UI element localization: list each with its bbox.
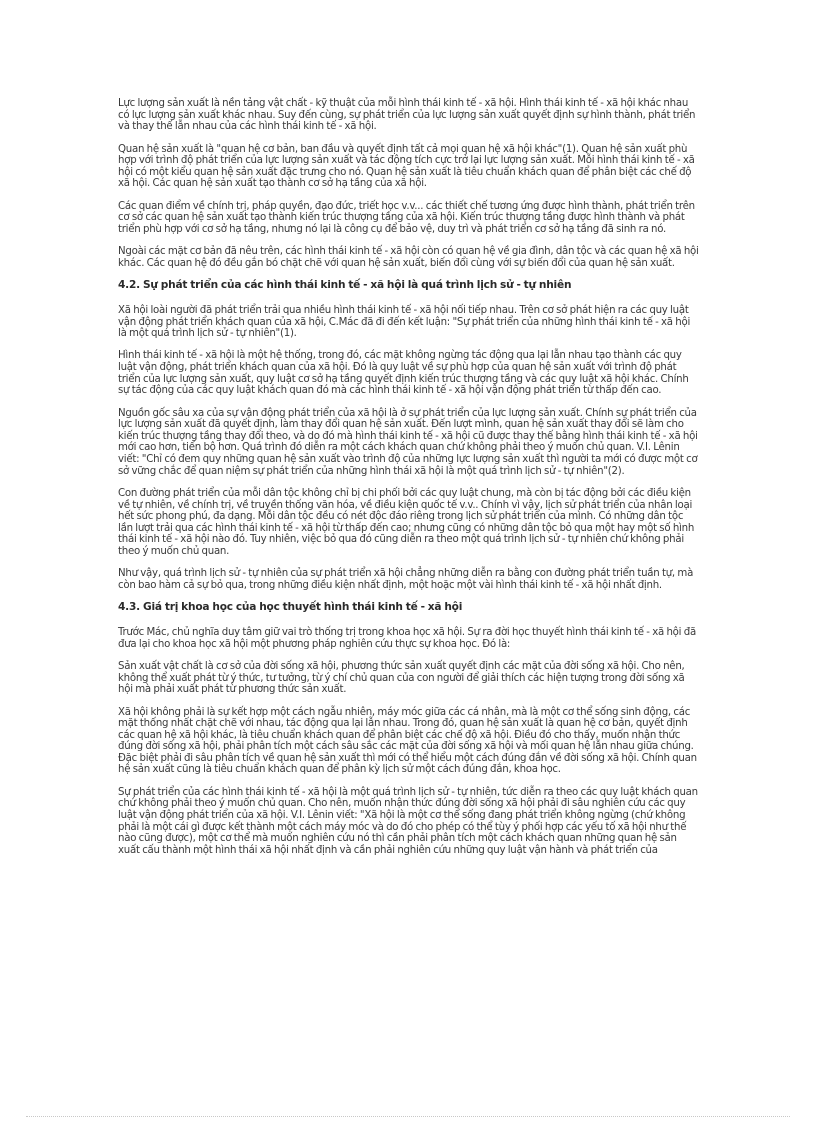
section-heading-4-3: 4.3. Giá trị khoa học của học thuyết hình thái kinh tế - xã hội [118,601,463,614]
paragraph-before-marx: Trước Mác, chủ nghĩa duy tâm giữ vai trò thống trị trong khoa học xã hội. Sự ra đời học thuyết hình thái kinh tế - xã hội đã đưa lại cho khoa học xã hội một phương pháp nghiên cứu thực sự khoa học. Đó là: [118,626,696,650]
section-heading-4-2: 4.2. Sự phát triển của các hình thái kinh tế - xã hội là quá trình lịch sử - tự nhiên [118,279,572,292]
paragraph-productive-forces: Lực lượng sản xuất là nền tảng vật chất - kỹ thuật của mỗi hình thái kinh tế - xã hội. Hình thái kinh tế - xã hội khác nhau có lực lượng sản xuất khác nhau. Suy đến cùng, sự phát triển của lực lượng sản xuất quyết định sự hình thành, phát triển và thay thế lẫn nhau của các hình thái kinh tế - xã hội. [118,98,696,133]
paragraph-system-of-laws: Hình thái kinh tế - xã hội là một hệ thống, trong đó, các mặt không ngừng tác động qua lại lẫn nhau tạo thành các quy luật vận động, phát triển khách quan của xã hội. Đó là quy luật về sự phù hợp của quan hệ sản xuất với trình độ phát triển của lực lượng sản xuất, quy luật cơ sở hạ tầng quyết định kiến trúc thượng tầng và các quy luật xã hội khác. Chính sự tác động của các quy luật khách quan đó mà các hình thái kinh tế - xã hội vận động phát triển từ thấp đến cao. [118,350,689,397]
document-body [118,98,700,867]
paragraph-superstructure: Các quan điểm về chính trị, pháp quyền, đạo đức, triết học v.v... các thiết chế tương ứng được hình thành, phát triển trên cơ sở các quan hệ sản xuất tạo thành kiến trúc thượng tầng của xã hội. Kiến trúc thượng tầng được hình thành và phát triển phù hợp với cơ sở hạ tầng, nhưng nó lại là công cụ để bảo vệ, duy trì và phát triển cơ sở hạ tầng đã sinh ra nó. [118,200,695,235]
paragraph-marx-conclusion: Xã hội loài người đã phát triển trải qua nhiều hình thái kinh tế - xã hội nối tiếp nhau. Trên cơ sở phát hiện ra các quy luật vận động phát triển khách quan của xã hội, C.Mác đã đi đến kết luận: "Sự phát triển của những hình thái kinh tế - xã hội là một quá trình lịch sử - tự nhiên"(1). [118,304,691,340]
paragraph-national-paths: Con đường phát triển của mỗi dân tộc không chỉ bị chi phối bởi các quy luật chung, mà còn bị tác động bởi các điều kiện về tự nhiên, về chính trị, về truyền thống văn hóa, về điều kiện quốc tế v.v.. Chính vì vậy, lịch sử phát triển của nhân loại hết sức phong phú, đa dạng. Mỗi dân tộc đều có nét độc đáo riêng trong lịch sử phát triển của mình. Có những dân tộc lần lượt trải qua các hình thái kinh tế - xã hội từ thấp đến cao; nhưng cũng có những dân tộc bỏ qua một hay một số hình thái kinh tế - xã hội nào đó. Tuy nhiên, việc bỏ qua đó cũng diễn ra theo một quá trình lịch sử - tự nhiên chứ không phải theo ý muốn chủ quan. [118,488,695,557]
paragraph-natural-history: Sự phát triển của các hình thái kinh tế - xã hội là một quá trình lịch sử - tự nhiên, tức diễn ra theo các quy luật khách quan chứ không phải theo ý muốn chủ quan. Cho nên, muốn nhận thức đúng đời sống xã hội phải đi sâu nghiên cứu các quy luật vận động phát triển của xã hội. V.I. Lênin viết: "Xã hội là một cơ thể sống đang phát triển không ngừng (chứ không phải là một cái gì được kết thành một cách máy móc và do đó cho phép có thể tùy ý phối hợp các yếu tố xã hội như thế nào cũng được), một cơ thể mà muốn nghiên cứu nó thì cần phải phân tích một cách khách quan những quan hệ sản xuất cấu thành một hình thái xã hội nhất định và cần phải nghiên cứu những quy luật vận hành và phát triển của [118,786,698,856]
paragraph-living-organism: Xã hội không phải là sự kết hợp một cách ngẫu nhiên, máy móc giữa các cá nhân, mà là một cơ thể sống sinh động, các mặt thống nhất chặt chẽ với nhau, tác động qua lại lẫn nhau. Trong đó, quan hệ sản xuất là quan hệ cơ bản, quyết định các quan hệ xã hội khác, là tiêu chuẩn khách quan để phân biệt các chế độ xã hội. Điều đó cho thấy, muốn nhận thức đúng đời sống xã hội, phải phân tích một cách sâu sắc các mặt của đời sống xã hội và mối quan hệ lẫn nhau giữa chúng. Đặc biệt phải đi sâu phân tích về quan hệ sản xuất thì mới có thể hiểu một cách đúng đắn về đời sống xã hội. Chính quan hệ sản xuất cũng là tiêu chuẩn khách quan để phân kỳ lịch sử một cách đúng đắn, khoa học. [118,706,697,776]
page-bottom-divider [26,1116,790,1117]
paragraph-other-relations: Ngoài các mặt cơ bản đã nêu trên, các hình thái kinh tế - xã hội còn có quan hệ về gia đình, dân tộc và các quan hệ xã hội khác. Các quan hệ đó đều gắn bó chặt chẽ với quan hệ sản xuất, biến đổi cùng với sự biến đổi của quan hệ sản xuất. [118,246,699,269]
paragraph-material-production: Sản xuất vật chất là cơ sở của đời sống xã hội, phương thức sản xuất quyết định các mặt của đời sống xã hội. Cho nên, không thể xuất phát từ ý thức, tư tưởng, từ ý chí chủ quan của con người để giải thích các hiện tượng trong đời sống xã hội mà phải xuất phát từ phương thức sản xuất. [118,660,685,696]
paragraph-deep-origin: Nguồn gốc sâu xa của sự vận động phát triển của xã hội là ở sự phát triển của lực lượng sản xuất. Chính sự phát triển của lực lượng sản xuất đã quyết định, làm thay đổi quan hệ sản xuất. Đến lượt mình, quan hệ sản xuất thay đổi sẽ làm cho kiến trúc thượng tầng thay đổi theo, và do đó mà hình thái kinh tế - xã hội cũ được thay thế bằng hình thái kinh tế - xã hội mới cao hơn, tiến bộ hơn. Quá trình đó diễn ra một cách khách quan chứ không phải theo ý muốn chủ quan. V.I. Lênin viết: "Chỉ có đem quy những quan hệ sản xuất vào trình độ của những lực lượng sản xuất thì người ta mới có được một cơ sở vững chắc để quan niệm sự phát triển của những hình thái xã hội là một quá trình lịch sử - tự nhiên"(2). [118,407,698,477]
paragraph-relations-of-production: Quan hệ sản xuất là "quan hệ cơ bản, ban đầu và quyết định tất cả mọi quan hệ xã hội khác"(1). Quan hệ sản xuất phù hợp với trình độ phát triển của lực lượng sản xuất và tác động tích cực trở lại lực lượng sản xuất. Mỗi hình thái kinh tế - xã hội có một kiểu quan hệ sản xuất đặc trưng cho nó. Quan hệ sản xuất là tiêu chuẩn khách quan để phân biệt các chế độ xã hội. Các quan hệ sản xuất tạo thành cơ sở hạ tầng của xã hội. [118,143,695,190]
paragraph-summary: Như vậy, quá trình lịch sử - tự nhiên của sự phát triển xã hội chẳng những diễn ra bằng con đường phát triển tuần tự, mà còn bao hàm cả sự bỏ qua, trong những điều kiện nhất định, một hoặc một vài hình thái kinh tế - xã hội nhất định. [118,568,694,591]
